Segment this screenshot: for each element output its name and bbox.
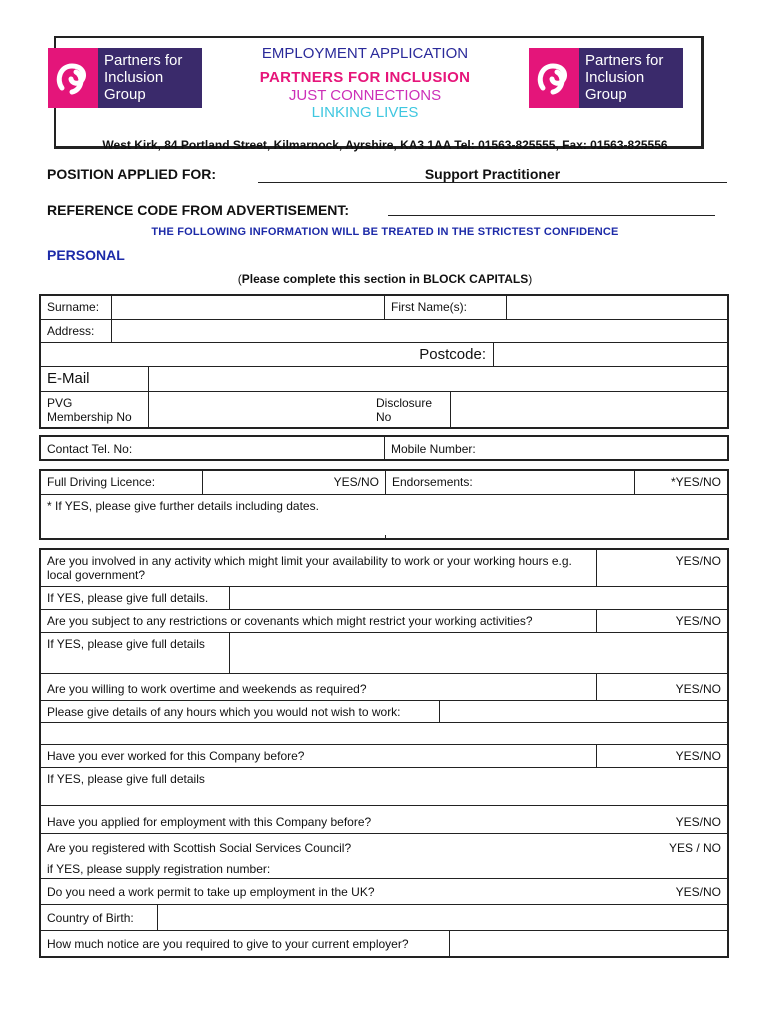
- availability-yes-no[interactable]: YES/NO: [596, 550, 727, 586]
- country-of-birth-input[interactable]: [157, 905, 727, 930]
- cell-divider: [385, 535, 386, 538]
- postcode-input[interactable]: [493, 343, 727, 366]
- table-row: [41, 834, 727, 879]
- licence-note: * If YES, please give further details including dates.: [47, 499, 319, 513]
- country-of-birth-label: Country of Birth:: [47, 911, 134, 925]
- table-row: [41, 587, 727, 610]
- table-row: [41, 392, 727, 429]
- sssc-detail-label[interactable]: if YES, please supply registration number:: [47, 862, 271, 876]
- hours-detail-input[interactable]: [439, 701, 727, 722]
- worked-before-yes-no[interactable]: YES/NO: [596, 745, 727, 767]
- personal-details-table: [39, 294, 729, 429]
- contact-table: [39, 435, 729, 461]
- work-permit-yes-no[interactable]: YES/NO: [675, 885, 721, 899]
- licence-table: [39, 469, 729, 540]
- tagline-1: JUST CONNECTIONS: [288, 87, 442, 104]
- question-availability: Are you involved in any activity which might limit your availability to work or your working hours e.g. local government?: [47, 554, 572, 582]
- table-row: [41, 495, 727, 538]
- org-name: PARTNERS FOR INCLUSION: [259, 69, 471, 86]
- table-row: [41, 343, 727, 367]
- org-address: West Kirk, 84 Portland Street, Kilmarnock, Ayrshire, KA3 1AA Tel: 01563-825555, Fax: 01563-825556: [102, 138, 668, 152]
- position-value[interactable]: Support Practitioner: [424, 166, 561, 182]
- email-label: E-Mail: [47, 370, 90, 387]
- hours-detail-label: Please give details of any hours which you would not wish to work:: [47, 705, 401, 719]
- disclosure-label-line-1: Disclosure: [376, 396, 433, 410]
- question-worked-before: Have you ever worked for this Company before?: [47, 749, 305, 763]
- paren-open: (: [237, 272, 242, 286]
- address-label: Address:: [47, 324, 95, 338]
- first-name-label: First Name(s):: [384, 296, 506, 319]
- questions-table: [39, 548, 729, 958]
- logo-swirl-icon: [54, 60, 92, 98]
- pvg-input[interactable]: [148, 392, 368, 429]
- applied-before-yes-no[interactable]: YES/NO: [675, 815, 721, 829]
- endorsements-label: Endorsements:: [385, 471, 634, 494]
- first-name-input[interactable]: [506, 296, 727, 319]
- table-row: [41, 905, 727, 931]
- logo-line-1: Partners for: [104, 52, 183, 69]
- table-row: [41, 550, 727, 587]
- table-row: [41, 768, 727, 806]
- disclosure-input[interactable]: [450, 392, 727, 429]
- logo-text: [585, 52, 663, 103]
- question-notice-period: How much notice are you required to give to your current employer?: [47, 937, 409, 951]
- table-row: [41, 367, 727, 392]
- logo-mark: [529, 48, 579, 108]
- licence-yes-no[interactable]: YES/NO: [202, 471, 385, 494]
- logo-left: [48, 48, 202, 108]
- surname-input[interactable]: [111, 296, 384, 319]
- table-row: [41, 320, 727, 343]
- table-row: [41, 610, 727, 633]
- table-row: [41, 879, 727, 905]
- table-row: [41, 806, 727, 834]
- hours-detail-continued[interactable]: [41, 723, 727, 744]
- restrictions-detail-input[interactable]: [229, 633, 727, 673]
- question-applied-before: Have you applied for employment with this Company before?: [47, 815, 372, 829]
- paren-close: ): [528, 272, 533, 286]
- logo-text: [104, 52, 182, 103]
- question-work-permit: Do you need a work permit to take up employment in the UK?: [47, 885, 375, 899]
- table-row: [41, 296, 727, 320]
- question-restrictions: Are you subject to any restrictions or covenants which might restrict your working activities?: [47, 614, 533, 628]
- confidential-notice: THE FOLLOWING INFORMATION WILL BE TREATED IN THE STRICTEST CONFIDENCE: [151, 226, 619, 238]
- mobile-label: Mobile Number:: [384, 437, 727, 459]
- logo-right: [529, 48, 683, 108]
- question-sssc: Are you registered with Scottish Social Services Council?: [47, 841, 352, 855]
- logo-line-2: Inclusion: [585, 69, 645, 86]
- table-row: [41, 471, 727, 495]
- table-row: [41, 633, 727, 674]
- email-input[interactable]: [148, 367, 727, 391]
- table-row: [41, 723, 727, 745]
- position-label: POSITION APPLIED FOR:: [47, 166, 217, 182]
- logo-mark: [48, 48, 98, 108]
- reference-input[interactable]: [388, 215, 715, 216]
- tagline-2: LINKING LIVES: [311, 104, 419, 121]
- notice-period-input[interactable]: [449, 931, 727, 956]
- availability-detail-label: If YES, please give full details.: [47, 591, 209, 605]
- restrictions-detail-label: If YES, please give full details: [47, 637, 205, 651]
- logo-line-3: Group: [104, 86, 146, 103]
- pvg-label-line-2: Membership No: [47, 410, 132, 424]
- pvg-label: [41, 392, 148, 429]
- disclosure-label-line-2: No: [376, 410, 392, 424]
- table-row: [41, 931, 727, 956]
- overtime-yes-no[interactable]: YES/NO: [596, 674, 727, 700]
- address-input[interactable]: [111, 320, 727, 342]
- question-overtime: Are you willing to work overtime and weekends as required?: [47, 682, 367, 696]
- section-heading-personal: PERSONAL: [47, 247, 125, 263]
- sssc-yes-no[interactable]: YES / NO: [668, 841, 721, 855]
- worked-before-detail-label[interactable]: If YES, please give full details: [47, 772, 205, 786]
- logo-swirl-icon: [535, 60, 573, 98]
- logo-line-1: Partners for: [585, 52, 664, 69]
- endorsements-yes-no[interactable]: *YES/NO: [634, 471, 727, 494]
- reference-label: REFERENCE CODE FROM ADVERTISEMENT:: [47, 202, 350, 218]
- table-row: [41, 674, 727, 701]
- contact-tel-label: Contact Tel. No:: [47, 442, 133, 456]
- surname-label: Surname:: [47, 300, 100, 314]
- pvg-label-line-1: PVG: [47, 396, 73, 410]
- form-title: EMPLOYMENT APPLICATION: [261, 45, 469, 62]
- logo-line-3: Group: [585, 86, 627, 103]
- licence-label: Full Driving Licence:: [47, 475, 156, 489]
- instruction-text: Please complete this section in BLOCK CAPITALS: [241, 272, 529, 286]
- block-capitals-instruction: [0, 272, 770, 286]
- availability-detail-input[interactable]: [229, 587, 727, 609]
- table-row: [41, 701, 727, 723]
- postcode-label: Postcode:: [419, 346, 486, 363]
- position-underline: [258, 182, 727, 183]
- logo-line-2: Inclusion: [104, 69, 164, 86]
- restrictions-yes-no[interactable]: YES/NO: [596, 610, 727, 632]
- disclosure-label: [370, 392, 450, 429]
- table-row: [41, 745, 727, 768]
